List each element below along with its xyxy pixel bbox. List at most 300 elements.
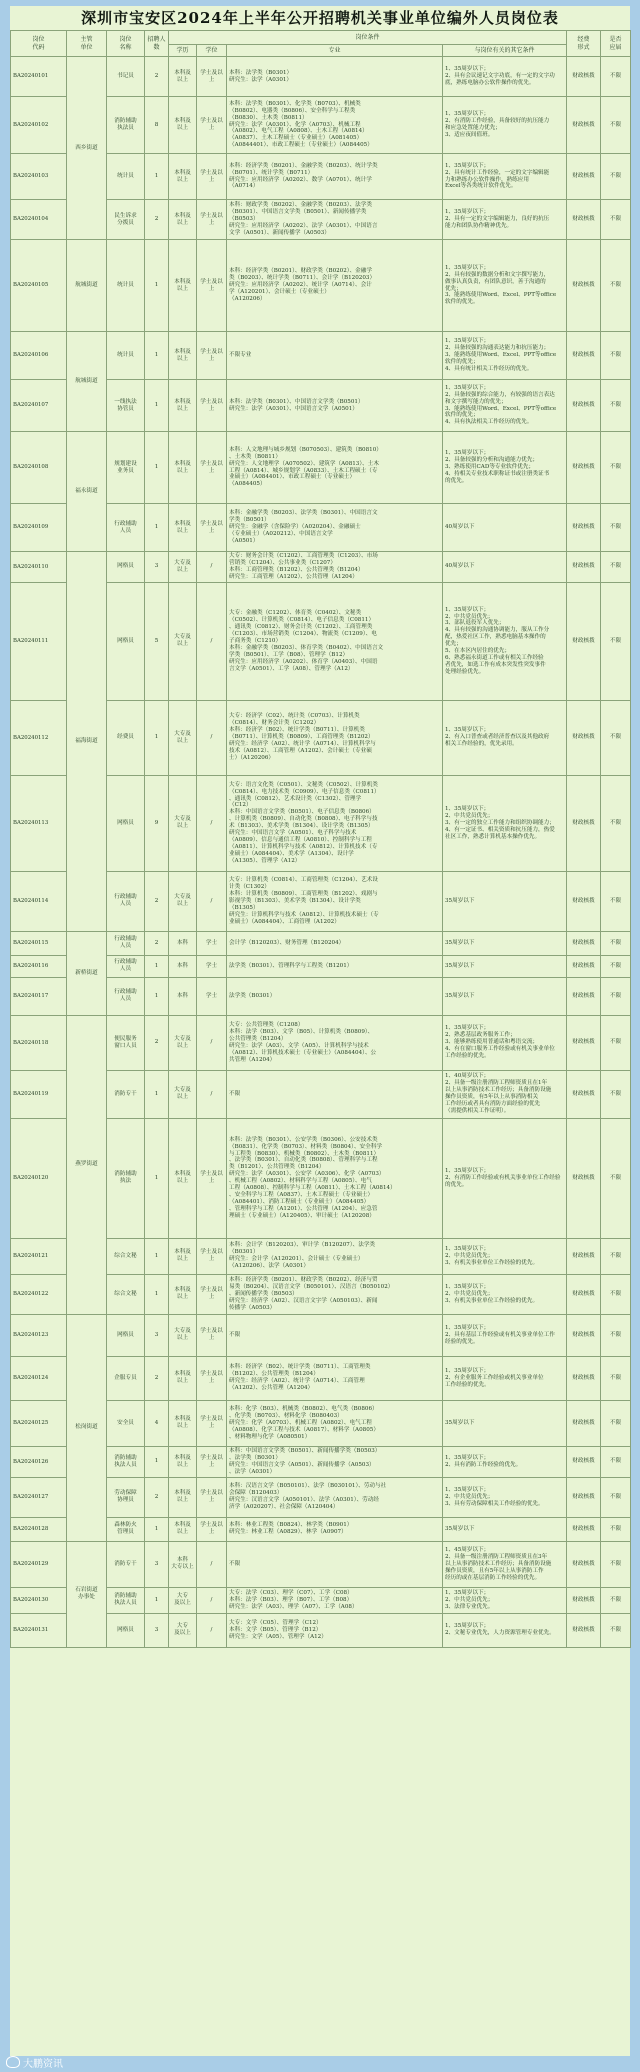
cell-degree: 学士及以 上 — [197, 332, 227, 380]
cell-count: 5 — [145, 582, 169, 700]
cell-major: 本科：经济学类（B0201）、财政学类（B0202）、金融学 类（B0203）、统计学类（B0711）、会计学（B120203） 研究生：应用经济学（A0202）、统计学（A0714）、会计 学（A120201）、会计硕士（专业硕士） （A120206） — [227, 240, 443, 332]
cell-funding: 财政核拨 — [567, 582, 601, 700]
cell-code: BA20240103 — [11, 154, 67, 200]
header-fresh: 是否 应届 — [601, 31, 631, 57]
cell-post: 行政辅助 人员 — [107, 504, 145, 552]
cell-post: 规划建设 业务员 — [107, 432, 145, 504]
cell-funding: 财政核拨 — [567, 1238, 601, 1274]
cell-other: 1、35周岁以下； 2、有消防工作经验或有机关事业单位工作经验 的优先。 — [443, 1118, 567, 1238]
cell-funding: 财政核拨 — [567, 1517, 601, 1541]
cell-code: BA20240111 — [11, 582, 67, 700]
cell-edu: 本科及 以上 — [169, 1400, 197, 1446]
cell-degree: 学士及以 上 — [197, 1238, 227, 1274]
cell-funding: 财政核拨 — [567, 332, 601, 380]
cell-fresh: 不限 — [601, 332, 631, 380]
cell-unit: 松岗街道 — [67, 1314, 107, 1541]
cell-post: 消防辅助 执法人员 — [107, 1446, 145, 1477]
cell-edu: 大专及 以上 — [169, 871, 197, 931]
cell-code: BA20240121 — [11, 1238, 67, 1274]
cell-post: 消防辅助 执法 — [107, 1118, 145, 1238]
cell-funding: 财政核拨 — [567, 432, 601, 504]
cell-other: 1、35周岁以下； 2、具有一定的文字编辑能力，良好的抗压 能力和团队协作精神优先。 — [443, 200, 567, 240]
cell-other: 35周岁以下 — [443, 1400, 567, 1446]
cell-edu: 本科 大专以上 — [169, 1541, 197, 1587]
cell-funding: 财政核拨 — [567, 1118, 601, 1238]
cell-count: 1 — [145, 955, 169, 977]
cell-code: BA20240119 — [11, 1070, 67, 1118]
cell-edu: 本科及 以上 — [169, 240, 197, 332]
cell-funding: 财政核拨 — [567, 97, 601, 154]
cell-count: 1 — [145, 1274, 169, 1314]
cell-post: 消防辅助 执法员 — [107, 97, 145, 154]
cell-code: BA20240124 — [11, 1356, 67, 1400]
cell-funding: 财政核拨 — [567, 871, 601, 931]
table-row — [11, 1015, 631, 1070]
cell-code: BA20240118 — [11, 1015, 67, 1070]
cell-degree: 学士及以 上 — [197, 200, 227, 240]
cell-other: 1、35周岁以下； 2、具有统计工作经验，一定的文字编辑能 力和熟练办公软件操作，熟练应用 Excel等各类统计软件优先。 — [443, 154, 567, 200]
cell-fresh: 不限 — [601, 240, 631, 332]
cell-fresh: 不限 — [601, 57, 631, 97]
cell-other: 1、35周岁以下； 2、有企业服务工作经验或机关事业单位 工作经验的优先。 — [443, 1356, 567, 1400]
cell-fresh: 不限 — [601, 1070, 631, 1118]
cell-post: 网格员 — [107, 552, 145, 583]
cell-degree: 学士及以 上 — [197, 1314, 227, 1356]
cell-degree: 学士及以 上 — [197, 240, 227, 332]
cell-post: 综合文秘 — [107, 1238, 145, 1274]
cell-other: 1、35周岁以下； 2、中共党员优先； 3、部队退役军人优先； 4、具有较强的沟通协调能力，服从工作分 配，热爱社区工作，熟悉电脑基本操作的 优先； 5、在本区内居住的优先； 6、熟悉福永街道工作或有相关工作经验 者优先，如选工作有成本突发性突发事件 处理经验优先。 — [443, 582, 567, 700]
cell-post: 企服专员 — [107, 1356, 145, 1400]
cell-code: BA20240117 — [11, 977, 67, 1015]
table-row — [11, 931, 631, 955]
cell-count: 1 — [145, 977, 169, 1015]
job-table-sheet — [10, 6, 630, 2056]
cell-funding: 财政核拨 — [567, 1587, 601, 1613]
job-table — [10, 30, 631, 1648]
cell-unit: 航城街道 — [67, 240, 107, 332]
cell-major: 不限 — [227, 1314, 443, 1356]
cell-post: 书记员 — [107, 57, 145, 97]
cell-degree: 学士及以 上 — [197, 57, 227, 97]
cell-count: 4 — [145, 1400, 169, 1446]
cell-degree: 学士及以 上 — [197, 1400, 227, 1446]
cell-code: BA20240129 — [11, 1541, 67, 1587]
cell-funding: 财政核拨 — [567, 1356, 601, 1400]
cell-count: 2 — [145, 1477, 169, 1517]
cell-major: 本科：经济学类（B0201）、财政学类（B0202）、经济与贸 易类（B0204）、汉语言文学（B050101）、汉语言（B050102） 、新闻传播学类（B0503） 研究生：经济学（A02）、汉语言文字学（A050103）、新闻 传播学（A0503） — [227, 1274, 443, 1314]
header-count: 招聘人 数 — [145, 31, 169, 57]
cell-other: 1、35周岁以下； 2、熟悉基层政务服务工作； 3、能够熟练使用普通话和粤语交流； 4、有在窗口服务工作经验或有机关事业单位 工作经验的优先。 — [443, 1015, 567, 1070]
cell-fresh: 不限 — [601, 1015, 631, 1070]
cell-major: 不限专业 — [227, 332, 443, 380]
cell-other: 1、40周岁以下； 2、具备一级注册消防工程师资质且在1年 以上从事消防技术工作经历；具备消防设施 操作员资质，有5年以上从事消防相关 工作经历或者具有消防方面经验的优先 （需提供相关工作证明）。 — [443, 1070, 567, 1118]
cell-degree: 学士及以 上 — [197, 1446, 227, 1477]
cell-count: 3 — [145, 552, 169, 583]
cell-funding: 财政核拨 — [567, 1541, 601, 1587]
cell-other: 35周岁以下 — [443, 955, 567, 977]
cell-other: 1、35周岁以下； 2、具备较强的沟通表达能力和抗压能力； 3、能熟练使用Word、Excel、PPT等office 软件的优先； 4、具有统计相关工作经历的优先。 — [443, 332, 567, 380]
cell-post: 消防专干 — [107, 1541, 145, 1587]
cell-edu: 大专及 以上 — [169, 1070, 197, 1118]
cell-fresh: 不限 — [601, 1587, 631, 1613]
cell-post: 森林防火 管理员 — [107, 1517, 145, 1541]
cell-edu: 本科及 以上 — [169, 1238, 197, 1274]
cell-edu: 大专及 以上 — [169, 775, 197, 871]
page-title: 深圳市宝安区2024年上半年公开招聘机关事业单位编外人员岗位表 — [81, 9, 559, 27]
table-row — [11, 332, 631, 380]
cell-funding: 财政核拨 — [567, 1613, 601, 1647]
cell-degree: 学士及以 上 — [197, 1517, 227, 1541]
cell-edu: 本科及 以上 — [169, 1274, 197, 1314]
cell-major: 不限 — [227, 1070, 443, 1118]
cell-count: 1 — [145, 432, 169, 504]
cell-other: 1、35周岁以下； 2、文秘专业优先，人力资源管理专业优先。 — [443, 1613, 567, 1647]
cell-other: 1、35周岁以下； 2、具有会议速记文字功底，有一定的文字功底，熟练电脑办公软件操作的优先。 — [443, 57, 567, 97]
cell-unit: 燕罗街道 — [67, 1015, 107, 1314]
cell-fresh: 不限 — [601, 200, 631, 240]
cell-major: 本科：林业工程类（B0824）、林学类（B0901） 研究生：林业工程（A0829）、林学（A0907） — [227, 1517, 443, 1541]
cell-fresh: 不限 — [601, 552, 631, 583]
cell-fresh: 不限 — [601, 1314, 631, 1356]
cell-fresh: 不限 — [601, 955, 631, 977]
cell-major: 法学类（B0301） — [227, 977, 443, 1015]
cell-count: 1 — [145, 1517, 169, 1541]
cell-code: BA20240125 — [11, 1400, 67, 1446]
cell-major: 本科：中国语言文学类（B0501）、新闻传播学类（B0503） 、法学类（B0301） 研究生：中国语言文学（A0501）、新闻传播学（A0503） 、法学（A0301） — [227, 1446, 443, 1477]
cell-count: 8 — [145, 97, 169, 154]
cell-other: 1、35周岁以下； 2、有消防工作经验，具备较好的抗压能力 和应急处置能力优先； 3、适应夜间值班。 — [443, 97, 567, 154]
cell-count: 1 — [145, 1446, 169, 1477]
cell-degree: 学士 — [197, 977, 227, 1015]
cell-post: 行政辅助 人员 — [107, 871, 145, 931]
cell-code: BA20240115 — [11, 931, 67, 955]
cell-edu: 大专及 以上 — [169, 1015, 197, 1070]
cell-major: 本科：化学（B03）、机械类（B0802）、电气类（B0806） 、化学类（B0703）、材料化学（B080403） 研究生：化学（A0703）、机械工程（A0802）、电气工程 （A0808）、化学工程与技术（A0817）、材料学（A0805） 、材料物理与化学（A080501） — [227, 1400, 443, 1446]
cell-unit: 福海街道 — [67, 552, 107, 932]
cell-funding: 财政核拨 — [567, 700, 601, 775]
cell-degree: 学士及以 上 — [197, 504, 227, 552]
cell-post: 一线执法 协管员 — [107, 380, 145, 432]
cell-post: 网格员 — [107, 582, 145, 700]
table-row — [11, 432, 631, 504]
cell-count: 9 — [145, 775, 169, 871]
cell-other: 1、35周岁以下； 2、中共党员优先； 3、具有劳动保障相关工作经验的优先。 — [443, 1477, 567, 1517]
cell-edu: 大专 及以上 — [169, 1587, 197, 1613]
cell-other: 1、35周岁以下； 2、具有基层工作经验或有机关事业单位工作 经验的优先。 — [443, 1314, 567, 1356]
cell-funding: 财政核拨 — [567, 154, 601, 200]
cell-major: 本科：法学类（B0301）、中国语言文学类（B0501） 研究生：法学（A0301）、中国语言文学（A0501） — [227, 380, 443, 432]
cell-post: 网格员 — [107, 1314, 145, 1356]
cell-code: BA20240126 — [11, 1446, 67, 1477]
cell-other: 40周岁以下 — [443, 552, 567, 583]
cell-degree: / — [197, 1613, 227, 1647]
cell-other: 35周岁以下 — [443, 977, 567, 1015]
cell-other: 35周岁以下 — [443, 1517, 567, 1541]
cell-code: BA20240105 — [11, 240, 67, 332]
cell-funding: 财政核拨 — [567, 200, 601, 240]
cell-other: 1、45周岁以下； 2、具备一级注册消防工程师资质且在3年 以上从事消防技术工作经历；具备消防设施 操作员资质，且有5年以上从事消防工作 经历的或在基层消防工作经验的优先。 — [443, 1541, 567, 1587]
cell-fresh: 不限 — [601, 1517, 631, 1541]
cell-post: 行政辅助 人员 — [107, 931, 145, 955]
cell-other: 1、35周岁以下； 2、有入口普查或者经济普查以及其他政府 相关工作经验的，优先录用。 — [443, 700, 567, 775]
cell-edu: 本科及 以上 — [169, 57, 197, 97]
cell-degree: / — [197, 775, 227, 871]
cell-fresh: 不限 — [601, 97, 631, 154]
cell-major: 本科：汉语言文学（B050101）、法学（B030101）、劳动与社 会保障（B120403） 研究生：汉语言文学（A050101）、法学（A0301）、劳动经 济学（A020207）、社会保障（A120404） — [227, 1477, 443, 1517]
cell-degree: 学士及以 上 — [197, 1477, 227, 1517]
cell-major: 法学类（B0301）、管理科学与工程类（B1201） — [227, 955, 443, 977]
cell-fresh: 不限 — [601, 1400, 631, 1446]
cell-degree: / — [197, 871, 227, 931]
cell-degree: 学士及以 上 — [197, 154, 227, 200]
cell-edu: 大专及 以上 — [169, 1314, 197, 1356]
cell-degree: 学士 — [197, 931, 227, 955]
watermark-text: 大鹏资讯 — [23, 2058, 63, 2070]
cell-other: 1、35周岁以下； 2、具有较强的数据分析和文字撰写能力， 做事认真负责，有团队意识，善于沟通的 优先； 3、能熟练使用Word、Excel、PPT等office 软件的优先。 — [443, 240, 567, 332]
cell-edu: 本科及 以上 — [169, 380, 197, 432]
cell-other: 1、35周岁以下； 2、具备较强的综合能力，有较强的语言表达 和文字撰写能力的优先； 3、能熟练使用Word、Excel、PPT等office 软件的优先； 4、具有执法相关工作经历的优先。 — [443, 380, 567, 432]
cell-funding: 财政核拨 — [567, 240, 601, 332]
cell-funding: 财政核拨 — [567, 931, 601, 955]
cell-count: 1 — [145, 1118, 169, 1238]
cell-count: 2 — [145, 1356, 169, 1400]
cell-other: 35周岁以下 — [443, 931, 567, 955]
cell-edu: 本科及 以上 — [169, 1118, 197, 1238]
cell-code: BA20240110 — [11, 552, 67, 583]
cell-fresh: 不限 — [601, 1613, 631, 1647]
cell-unit: 航城街道 — [67, 332, 107, 432]
header-edu: 学历 — [169, 45, 197, 57]
cell-unit: 石岩街道 办事处 — [67, 1541, 107, 1647]
header-code: 岗位 代码 — [11, 31, 67, 57]
cell-unit: 西乡街道 — [67, 57, 107, 240]
cell-edu: 本科及 以上 — [169, 1477, 197, 1517]
cell-post: 网格员 — [107, 775, 145, 871]
cell-major: 大专：法学（C03）、理学（C07）、工学（C08） 本科：法学（B03）、理学（B07）、工学（B08） 研究生：法学（A03）、理学（A07）、工学（A08） — [227, 1587, 443, 1613]
cell-degree: / — [197, 1070, 227, 1118]
cell-count: 1 — [145, 1587, 169, 1613]
cell-fresh: 不限 — [601, 1446, 631, 1477]
cell-funding: 财政核拨 — [567, 1070, 601, 1118]
cell-degree: 学士及以 上 — [197, 380, 227, 432]
cell-funding: 财政核拨 — [567, 504, 601, 552]
cell-count: 2 — [145, 200, 169, 240]
cell-count: 1 — [145, 332, 169, 380]
cell-funding: 财政核拨 — [567, 1400, 601, 1446]
cell-count: 3 — [145, 1314, 169, 1356]
table-row — [11, 1314, 631, 1356]
cell-edu: 本科及 以上 — [169, 504, 197, 552]
watermark — [6, 2054, 63, 2070]
cell-fresh: 不限 — [601, 1477, 631, 1517]
header-major: 专业 — [227, 45, 443, 57]
cell-code: BA20240130 — [11, 1587, 67, 1613]
cell-unit: 新桥街道 — [67, 931, 107, 1015]
header-post: 岗位 名称 — [107, 31, 145, 57]
cell-count: 3 — [145, 1541, 169, 1587]
cell-major: 大专：语言文化类（C0501）、文秘类（C0502）、计算机类 （C0814）、电力技术类（C0909）、电子信息类（C0811） 、通讯类（C0812）、艺术设计类（C1302）、管理学 （C12） 本科：中国语言文学类（B0501）、电子信息类（B0806） 、计算机类（B0809）、自动化类（B0808）、电子科学与技 术（B1303）、美术学类（B1304）、设计学类（B1305） 研究生：中国语言文学（A0501）、电子科学与技术 （A0809）、信息与通信工程（A0810）、控制科学与工程 （A0811）、计算机科学与技术（A0812）、计算机技术（专 业硕士）（A084404）、美术学（A1304）、设计学 （A1305）、管理学（A12） — [227, 775, 443, 871]
cell-code: BA20240120 — [11, 1118, 67, 1238]
cell-edu: 大专及 以上 — [169, 582, 197, 700]
cell-major: 大专：经济学（C02）、统计类（C0703）、计算机类 （C0814）、财务会计类（C1202） 本科：经济学（B02）、统计学类（B0711）、计算机类 （B0711）、计算机类（B0809）、工商管理类（B1202） 研究生：经济学（A02）、统计学（A0714）、计算机科学与 技术（A0812）、工商管理（A1202）、会计硕士（专业硕 士）（A120206） — [227, 700, 443, 775]
cell-major: 会计学（B120203）、财务管理（B120204） — [227, 931, 443, 955]
cell-code: BA20240102 — [11, 97, 67, 154]
cell-code: BA20240107 — [11, 380, 67, 432]
cell-fresh: 不限 — [601, 154, 631, 200]
cell-other: 1、35周岁以下； 2、中共党员优先； 3、法律专业优先。 — [443, 1587, 567, 1613]
cell-other: 1、35周岁以下； 2、具备较强的分析和沟通能力优先； 3、熟练使用CAD等专业软件优先； 4、持相关专业技术职称证书或注册类证书 的优先。 — [443, 432, 567, 504]
job-table-body — [11, 57, 631, 1648]
cell-edu: 本科 — [169, 977, 197, 1015]
cell-funding: 财政核拨 — [567, 1274, 601, 1314]
cell-edu: 大专及 以上 — [169, 700, 197, 775]
cell-post: 综合文秘 — [107, 1274, 145, 1314]
cell-degree: 学士及以 上 — [197, 97, 227, 154]
table-row — [11, 1541, 631, 1587]
cell-fresh: 不限 — [601, 700, 631, 775]
cell-other: 35周岁以下 — [443, 871, 567, 931]
cell-major: 本科：经济学（B02）、统计学类（B0711）、工商管理类 （B1202）、公共管理类（B1204） 研究生：经济学（A02）、统计学（A0714）、工商管理 （A1202）、公共管理（A1204） — [227, 1356, 443, 1400]
cell-count: 2 — [145, 57, 169, 97]
cell-post: 经费员 — [107, 700, 145, 775]
cell-code: BA20240127 — [11, 1477, 67, 1517]
cell-major: 本科：财政学类（B0202）、金融学类（B0203）、法学类 （B0301）、中国语言文学类（B0501）、新闻传播学类 （B0503） 研究生：应用经济学（A0202）、法学（A0301）、中国语言 文学（A0501）、新闻传播学（A0503） — [227, 200, 443, 240]
cell-degree: / — [197, 1587, 227, 1613]
cell-degree: 学士及以 上 — [197, 1274, 227, 1314]
cell-major: 本科：金融学类（B0203）、法学类（B0301）、中国语言文 学类（B0501） 研究生：金融学（含保险学）（A020204）、金融硕士 （专业硕士）（A020212）、中国语言文学 （A0501） — [227, 504, 443, 552]
cell-count: 2 — [145, 931, 169, 955]
cell-count: 1 — [145, 1238, 169, 1274]
cell-post: 消防辅助 执法人员 — [107, 1587, 145, 1613]
cell-fresh: 不限 — [601, 871, 631, 931]
cell-other: 1、35周岁以下； 2、中共党员优先； 3、有一定的独立工作能力和组织协调能力； 4、有一定证书、相关资质和抗压能力，热爱 社区工作，熟悉计算机基本操作优先。 — [443, 775, 567, 871]
cell-degree: / — [197, 582, 227, 700]
table-row — [11, 552, 631, 583]
cell-fresh: 不限 — [601, 1274, 631, 1314]
cell-count: 1 — [145, 504, 169, 552]
cell-degree: 学士及以 上 — [197, 432, 227, 504]
cell-funding: 财政核拨 — [567, 1446, 601, 1477]
cell-post: 网格员 — [107, 1613, 145, 1647]
cell-fresh: 不限 — [601, 931, 631, 955]
cell-major: 大专：公共管理类（C1208） 本科：法学（B03）、文学（B05）、计算机类（B0809）、 公共管理类（B1204） 研究生：法学（A03）、文学（A05）、计算机科学与技术 （A0812）、计算机技术硕士（专业硕士）（A084404）、公 共管理（A1204） — [227, 1015, 443, 1070]
header-degree: 学位 — [197, 45, 227, 57]
cell-major: 大专：财务会计类（C1202）、工商管理类（C1203）、市场 营销类（C1204）、公共事业类（C1207） 本科：工商管理类（B1202）、公共管理类（B1204） 研究生：工商管理（A1202）、公共管理（A1204） — [227, 552, 443, 583]
cell-major: 本科：会计学（B120203）、审计学（B120207）、法学类 （B0301） 研究生：会计学（A120201）、会计硕士（专业硕士） （A120206）、法学（A0301） — [227, 1238, 443, 1274]
cell-edu: 本科及 以上 — [169, 1356, 197, 1400]
cell-degree: / — [197, 700, 227, 775]
cell-funding: 财政核拨 — [567, 775, 601, 871]
cell-funding: 财政核拨 — [567, 380, 601, 432]
cell-major: 本科：法学类（B0301）、公安学类（B0306）、公安技术类 （B0831）、化学类（B0703）、材料类（B0804）、安全科学 与工程类（B0830）、机械类（B0802）、土木类（B0811） 、法学类（B0301）、自动化类（B0808）、管理科学与工程 类（B1201）、公共管理类（B1204） 研究生：法学（A0301）、公安学（A0306）、化学（A0703） 、机械工程（A0802）、材料科学与工程（A0805）、电气 工程（A0808）、控制科学与工程（A0811）、土木工程（A0814） 、安全科学与工程（A0837）、土木工程硕士（专业硕士） （A084401）、消防工程硕士（专业硕士）（A084405） 、管理科学与工程（A1201）、公共管理（A1204）、应急管 理硕士（专业硕士）（A120405）、审计硕士（A120208） — [227, 1118, 443, 1238]
cell-code: BA20240122 — [11, 1274, 67, 1314]
cell-post: 便民服务 窗口人员 — [107, 1015, 145, 1070]
cell-major: 本科：人文地理与城乡规划（B070503）、建筑类（B0810） 、土木类（B0811） 研究生：人文地理学（A070502）、建筑学（A0813）、土木 工程（A0814）、城乡规划学（A0833）、土木工程硕士（专 业硕士）（A084401）、市政工程硕士（专业硕士） （A084405） — [227, 432, 443, 504]
cell-edu: 本科及 以上 — [169, 97, 197, 154]
cell-funding: 财政核拨 — [567, 1477, 601, 1517]
cell-count: 1 — [145, 154, 169, 200]
watermark-logo-icon — [6, 2056, 20, 2068]
cell-other: 1、35周岁以下； 2、中共党员优先； 3、有机关事业单位工作经验的优先。 — [443, 1238, 567, 1274]
cell-degree: 学士及以 上 — [197, 1118, 227, 1238]
cell-count: 1 — [145, 1070, 169, 1118]
cell-count: 2 — [145, 871, 169, 931]
cell-major: 大专：计算机类（C0814）、工商管理类（C1204）、艺术设 计类（C1302） 本科：计算机类（B0809）、工商管理类（B1202）、戏剧与 影视学类（B1303）、美术学类（B1304）、设计学类 （B1305） 研究生：计算机科学与技术（A0812）、计算机技术硕士（专 业硕士）（A084404）、工商管理（A1202） — [227, 871, 443, 931]
cell-post: 劳动保障 协理员 — [107, 1477, 145, 1517]
cell-edu: 本科及 以上 — [169, 154, 197, 200]
table-row — [11, 57, 631, 97]
cell-edu: 本科 — [169, 931, 197, 955]
cell-fresh: 不限 — [601, 977, 631, 1015]
cell-funding: 财政核拨 — [567, 552, 601, 583]
cell-fresh: 不限 — [601, 1238, 631, 1274]
cell-funding: 财政核拨 — [567, 977, 601, 1015]
cell-edu: 大专及 以上 — [169, 552, 197, 583]
cell-fresh: 不限 — [601, 1118, 631, 1238]
cell-fresh: 不限 — [601, 432, 631, 504]
cell-post: 安全员 — [107, 1400, 145, 1446]
cell-post: 消防专干 — [107, 1070, 145, 1118]
cell-code: BA20240131 — [11, 1613, 67, 1647]
cell-major: 本科：经济学类（B0201）、金融学类（B0203）、统计学类 （B0701）、统计学类（B0711） 研究生：应用经济学（A0202）、数学（A0701）、统计学 （A0714） — [227, 154, 443, 200]
cell-count: 3 — [145, 1613, 169, 1647]
cell-code: BA20240114 — [11, 871, 67, 931]
cell-code: BA20240106 — [11, 332, 67, 380]
cell-code: BA20240109 — [11, 504, 67, 552]
cell-fresh: 不限 — [601, 1356, 631, 1400]
cell-funding: 财政核拨 — [567, 57, 601, 97]
cell-fresh: 不限 — [601, 582, 631, 700]
cell-code: BA20240116 — [11, 955, 67, 977]
table-row — [11, 240, 631, 332]
cell-major: 本科：法学类（B0301） 研究生：法学（A0301） — [227, 57, 443, 97]
cell-edu: 本科及 以上 — [169, 1517, 197, 1541]
cell-code: BA20240113 — [11, 775, 67, 871]
cell-fresh: 不限 — [601, 775, 631, 871]
cell-code: BA20240112 — [11, 700, 67, 775]
cell-other: 40周岁以下 — [443, 504, 567, 552]
cell-code: BA20240108 — [11, 432, 67, 504]
cell-edu: 本科及 以上 — [169, 332, 197, 380]
cell-edu: 大专 及以上 — [169, 1613, 197, 1647]
cell-major: 不限 — [227, 1541, 443, 1587]
cell-count: 1 — [145, 700, 169, 775]
cell-post: 行政辅助 人员 — [107, 977, 145, 1015]
cell-unit: 福永街道 — [67, 432, 107, 552]
cell-funding: 财政核拨 — [567, 1015, 601, 1070]
cell-code: BA20240128 — [11, 1517, 67, 1541]
cell-other: 1、35周岁以下； 2、具有消防工作经验的优先。 — [443, 1446, 567, 1477]
cell-code: BA20240123 — [11, 1314, 67, 1356]
cell-edu: 本科及 以上 — [169, 1446, 197, 1477]
cell-major: 大专：文学（C05）、管理学（C12） 本科：文学（B05）、管理学（B12） 研究生：文学（A05）、管理学（A12） — [227, 1613, 443, 1647]
cell-count: 1 — [145, 380, 169, 432]
cell-fresh: 不限 — [601, 1541, 631, 1587]
cell-post: 统计员 — [107, 332, 145, 380]
cell-funding: 财政核拨 — [567, 955, 601, 977]
header-conditions: 岗位条件 — [169, 31, 567, 45]
cell-degree: / — [197, 1541, 227, 1587]
header-funding: 经费 形式 — [567, 31, 601, 57]
cell-post: 行政辅助 人员 — [107, 955, 145, 977]
cell-post: 统计员 — [107, 154, 145, 200]
header-other: 与岗位有关的其它条件 — [443, 45, 567, 57]
cell-edu: 本科 — [169, 955, 197, 977]
cell-degree: 学士 — [197, 955, 227, 977]
cell-edu: 本科及 以上 — [169, 200, 197, 240]
cell-major: 本科：法学类（B0301）、化学类（B0703）、机械类 （B0802）、电器类（B0806）、安全科学与工程类 （B0830）、土木类（B0811） 研究生：法学（A0301）、化学（A0703）、机械工程 （A0802）、电气工程（A0808）、土木工程（A0814） （A0837）、土木工程硕士（专业硕士）（A081405） （A0844401）、市政工程硕士（专业硕士）（A084405） — [227, 97, 443, 154]
cell-edu: 本科及 以上 — [169, 432, 197, 504]
